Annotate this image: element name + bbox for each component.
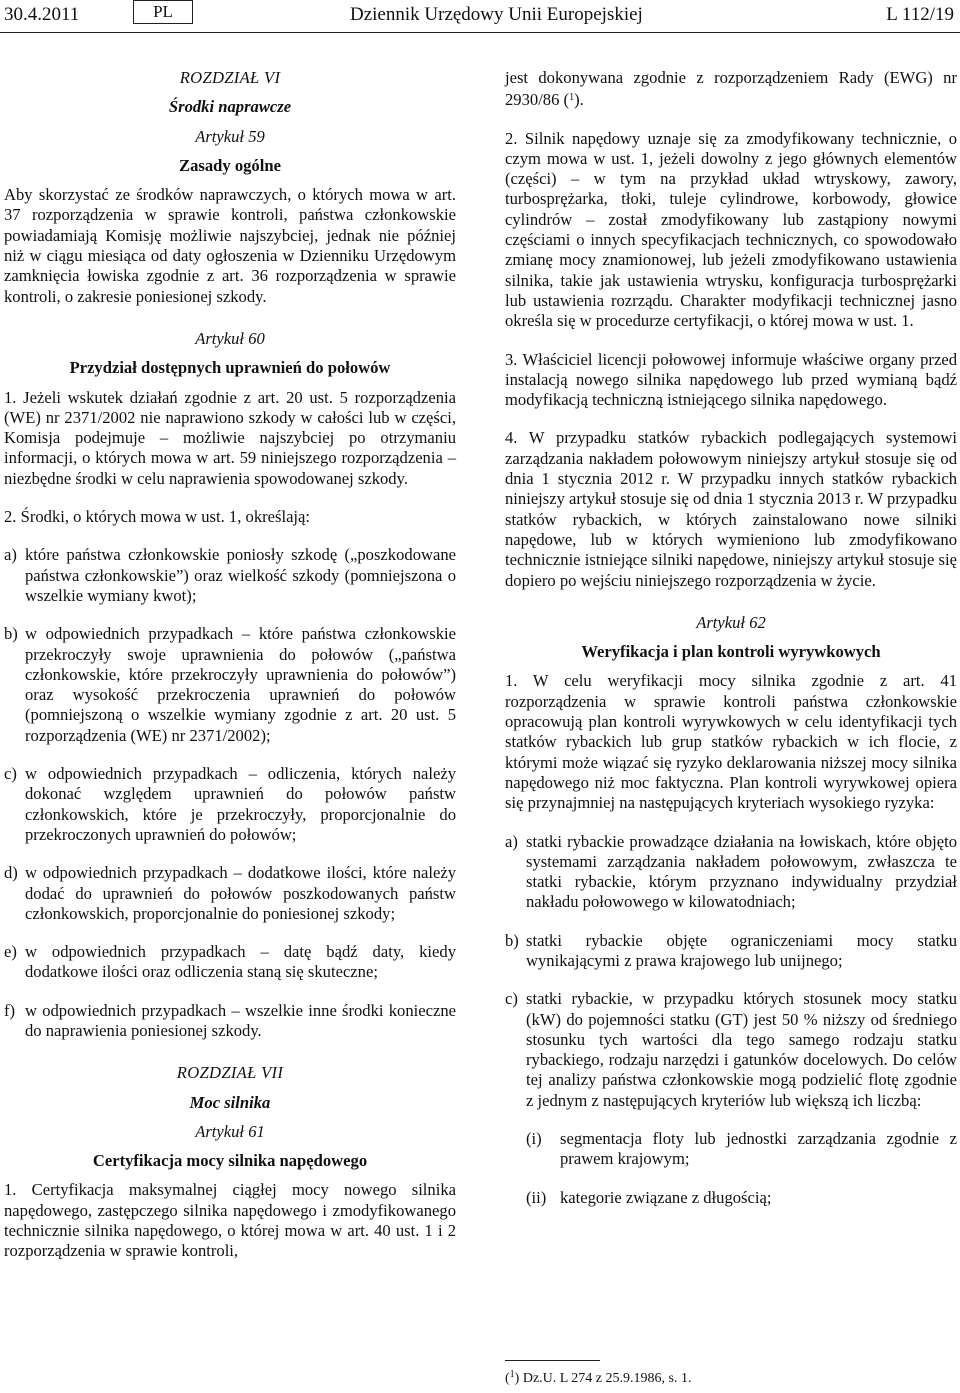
sub-list-item-label: (i) bbox=[526, 1129, 542, 1149]
article-paragraph: 4. W przypadku statków rybackich podlegających systemowi zarządzania nakładem połowowym niniejszy artykuł stosuje się od dnia 1 stycznia 2012 r. W przypadku innych statków rybackich niniejszy artykuł stosuje się od dnia 1 stycznia 2013 r. W przypadku statków rybackich, w których zainstalowano nowe silniki napędowe, lub w których wymieniono lub zmodyfikowano technicznie istniejące silniki napędowe, niniejszy artykuł stosuje się dopiero po wejściu niniejszego rozporządzenia w życie. bbox=[505, 428, 957, 590]
list-item-label: f) bbox=[4, 1000, 16, 1020]
list-item-label: b) bbox=[505, 930, 519, 950]
sub-list-item-text: kategorie związane z długością; bbox=[560, 1187, 772, 1207]
right-column bbox=[505, 68, 957, 1208]
list-item-text: statki rybackie objęte ograniczeniami mocy statku wynikającymi z prawa krajowego lub unijnego; bbox=[526, 930, 957, 970]
sub-list-item bbox=[505, 1188, 957, 1208]
footnote-mark: 1 bbox=[509, 1369, 515, 1380]
list-item-text: w odpowiednich przypadkach – odliczenia, których należy dokonać względem uprawnień do połowów państw członkowskich, które je przekroczyły, proporcjonalnie do przekroczonych uprawnień do połowów; bbox=[25, 764, 456, 844]
list-item-text: w odpowiednich przypadkach – które państwa członkowskie przekroczyły swoje uprawnienia do połowów („państwa członkowskie, które przekroczyły uprawnienia do połowów”) oraz wysokość przekroczenia uprawnień do połowów (pomniejszoną o wszelkie wymiany zgodnie z art. 20 ust. 5 rozporządzenia (WE) nr 2371/2002); bbox=[25, 624, 456, 745]
list-item-label: b) bbox=[4, 624, 18, 644]
article-paragraph: 1. Jeżeli wskutek działań zgodnie z art. 20 ust. 5 rozporządzenia (WE) nr 2371/2002 nie naprawiono szkody w całości lub w części, Komisja podejmuje – możliwie najszybciej po otrzymaniu informacji, o których mowa w art. 59 niniejszego rozporządzenia – niezbędne środki w celu naprawienia spowodowanej szkody. bbox=[4, 387, 456, 488]
list-item bbox=[4, 545, 456, 606]
list-item-text: które państwa członkowskie poniosły szkodę („poszkodowane państwa członkowskie”) oraz wielkość szkody (pomniejszona o wszelkie wymiany kwot); bbox=[25, 545, 456, 605]
chapter-title: Moc silnika bbox=[189, 1092, 271, 1112]
list-item-label: e) bbox=[4, 942, 17, 962]
list-item bbox=[4, 624, 456, 746]
footnote-divider bbox=[505, 1360, 600, 1361]
list-item bbox=[505, 989, 957, 1111]
article-number: Artykuł 60 bbox=[195, 328, 265, 348]
article-paragraph: 1. Certyfikacja maksymalnej ciągłej mocy nowego silnika napędowego, zastępczego silnika napędowego i zmodyfikowanego technicznie silnika napędowego, o której mowa w art. 40 ust. 1 i 2 rozporządzenia w sprawie kontroli, bbox=[4, 1180, 456, 1261]
article-title: Przydział dostępnych uprawnień do połowów bbox=[69, 358, 391, 378]
list-item-label: c) bbox=[4, 764, 17, 784]
language-badge: PL bbox=[133, 0, 193, 24]
sub-list-item bbox=[505, 1129, 957, 1170]
continued-text: jest dokonywana zgodnie z rozporządzeniem Rady (EWG) nr 2930/86 ( bbox=[505, 68, 957, 110]
list-item-text: statki rybackie prowadzące działania na łowiskach, które objęto systemami zarządzania nakładem połowowym, zwłaszcza te statki rybackie, którym przyznano indywidualny przydział nakładu połowowego w kilowatodniach; bbox=[526, 831, 957, 912]
article-title: Certyfikacja mocy silnika napędowego bbox=[92, 1151, 368, 1171]
continued-text-end: ). bbox=[574, 90, 584, 110]
footnote: ($^1$) Dz.U. L 274 z 25.9.1986, s. 1. bbox=[505, 1369, 692, 1386]
list-item-label: a) bbox=[4, 545, 17, 565]
left-column bbox=[4, 68, 456, 1262]
article-paragraph: 1. W celu weryfikacji mocy silnika zgodnie z art. 41 rozporządzenia w sprawie kontroli państwa członkowskie opracowują plan kontroli wyrywkowych w celu identyfikacji tych statków rybackich lub grup statków rybackich w ich flocie, z którymi może wiązać się ryzyko deklarowania niższej mocy silnika napędowego niż moc faktyczna. Plan kontroli wyrywkowej opiera się przynajmniej na następujących kryteriach wysokiego ryzyka: bbox=[505, 671, 957, 813]
list-item-label: a) bbox=[505, 831, 518, 851]
article-title: Weryfikacja i plan kontroli wyrywkowych bbox=[581, 642, 881, 662]
list-item-text: w odpowiednich przypadkach – dodatkowe ilości, które należy dodać do uprawnień do połowów poszkodowanych państw członkowskich, proporcjonalnie do poniesionej szkody; bbox=[25, 863, 456, 923]
chapter-heading: ROZDZIAŁ VI bbox=[179, 68, 281, 87]
list-item bbox=[4, 863, 456, 924]
chapter-title: Środki naprawcze bbox=[168, 97, 292, 117]
article-paragraph: Aby skorzystać ze środków naprawczych, o których mowa w art. 37 rozporządzenia w sprawie kontroli, państwa członkowskie powiadamiają Komisję możliwie najszybciej, jednak nie później niż w ciągu miesiąca od daty ogłoszenia w Dzienniku Urzędowym zamknięcia łowiska zgodnie z art. 36 rozporządzenia w sprawie kontroli, o zakresie poniesionej szkody. bbox=[4, 185, 456, 306]
chapter-heading: ROZDZIAŁ VII bbox=[176, 1063, 284, 1083]
article-paragraph: 2. Silnik napędowy uznaje się za zmodyfikowany technicznie, o czym mowa w ust. 1, jeżeli dowolny z jego głównych elementów (części) – w tym na przykład układ wtryskowy, zawory, turbosprężarka, tłoki, tuleje cylindrowe, korbowody, głowice cylindrów – został zmodyfikowany lub zastąpiony nowymi częściami o innych specyfikacjach technicznych, co spowodowało zmianę mocy znamionowej, lub jeżeli zmodyfikowano ustawienia silnika, takie jak ustawienia wtrysku, konfiguracja turbosprężarki lub ustawienia rozrządu. Charakter modyfikacji technicznej jasno określa się w procedurze certyfikacji, o której mowa w ust. 1. bbox=[505, 128, 957, 331]
header-divider bbox=[0, 32, 960, 33]
footnote-reference[interactable]: 1 bbox=[569, 92, 575, 104]
sub-list-item-label: (ii) bbox=[526, 1187, 547, 1207]
list-item bbox=[505, 931, 957, 972]
article-title: Zasady ogólne bbox=[179, 155, 281, 175]
article-number: Artykuł 59 bbox=[195, 126, 265, 146]
list-item-label: d) bbox=[4, 863, 18, 883]
article-paragraph: 2. Środki, o których mowa w ust. 1, określają: bbox=[4, 507, 311, 527]
list-item bbox=[4, 764, 456, 845]
list-item bbox=[4, 942, 456, 983]
list-item-text: statki rybackie, w przypadku których stosunek mocy statku (kW) do pojemności statku (GT) jest 50 % niższy od średniego stosunku tych wartości dla tego samego rodzaju statku rybackiego, rodzaju narzędzi i gatunków docelowych. Do celów tej analizy państwa członkowskie mogą podzielić flotę zgodnie z jednym z następujących kryteriów lub większą ich liczbą: bbox=[526, 989, 957, 1110]
article-paragraph: 3. Właściciel licencji połowowej informuje właściwe organy przed instalacją nowego silnika napędowego lub przed wymianą bądź modyfikacją techniczną istniejącego silnika napędowego. bbox=[505, 349, 957, 410]
page-reference: L 112/19 bbox=[886, 4, 954, 25]
page-header bbox=[0, 0, 960, 36]
list-item bbox=[4, 1001, 456, 1042]
sub-list-item-text: segmentacja floty lub jednostki zarządzania zgodnie z prawem krajowym; bbox=[560, 1129, 957, 1169]
list-item-text: w odpowiednich przypadkach – wszelkie inne środki konieczne do naprawienia poniesionej szkody. bbox=[25, 1000, 456, 1040]
list-item-label: c) bbox=[505, 989, 518, 1009]
publication-date: 30.4.2011 bbox=[4, 4, 80, 25]
list-item-text: w odpowiednich przypadkach – datę bądź daty, kiedy dodatkowe ilości oraz odliczenia staną się skuteczne; bbox=[25, 942, 456, 982]
article-number: Artykuł 62 bbox=[696, 612, 766, 632]
list-item bbox=[505, 832, 957, 913]
article-number: Artykuł 61 bbox=[195, 1121, 265, 1141]
journal-title: Dziennik Urzędowy Unii Europejskiej bbox=[350, 4, 643, 25]
article-paragraph-continued bbox=[505, 68, 957, 111]
footnote-text: Dz.U. L 274 z 25.9.1986, s. 1. bbox=[522, 1371, 692, 1386]
